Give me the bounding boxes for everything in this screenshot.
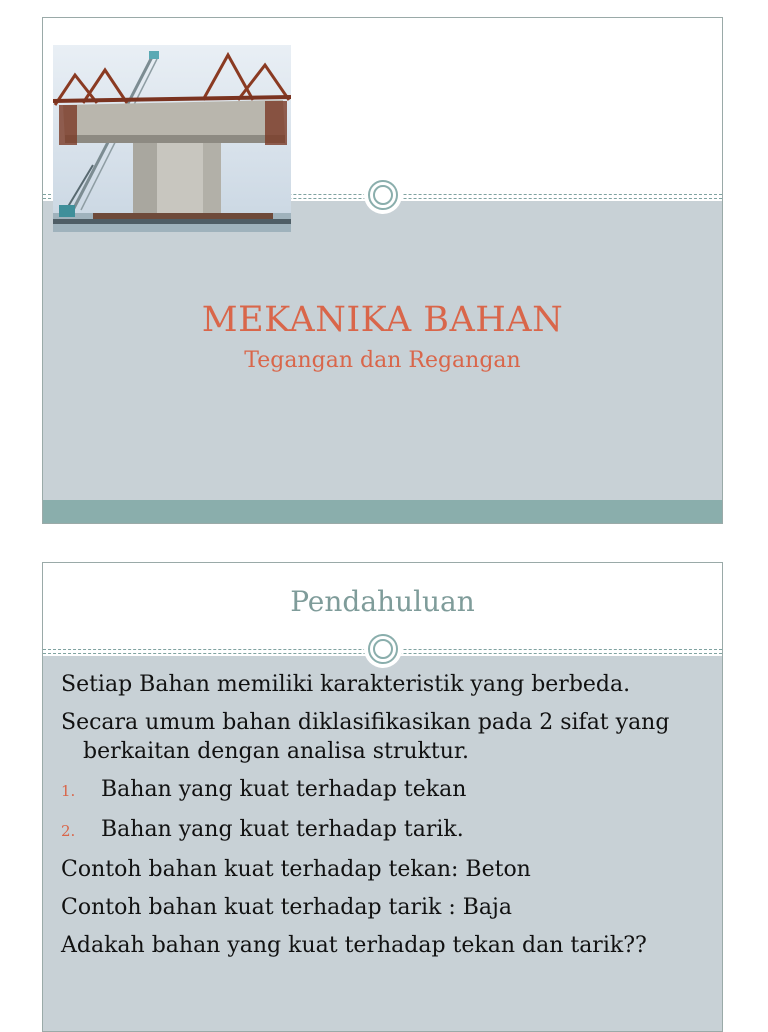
- list-item: [61, 775, 711, 806]
- list-item: [61, 815, 711, 846]
- slide-footer-band: [43, 500, 722, 524]
- list-number: 1.: [61, 782, 76, 800]
- page-subtitle: Tegangan dan Regangan: [244, 348, 521, 373]
- body-paragraph: Contoh bahan kuat terhadap tarik : Baja: [61, 895, 512, 920]
- slide-content: [61, 670, 711, 969]
- divider-ring-icon: [368, 180, 398, 210]
- title-slide: [42, 17, 723, 524]
- list-text: Bahan yang kuat terhadap tarik.: [101, 817, 464, 842]
- body-paragraph: Secara umum bahan diklasifikasikan pada 2 sifat yang berkaitan dengan analisa struktur.: [61, 710, 670, 764]
- slide-heading: Pendahuluan: [290, 585, 475, 618]
- divider-ring-icon: [368, 634, 398, 664]
- page-title: MEKANIKA BAHAN: [201, 300, 564, 340]
- list-number: 2.: [61, 822, 76, 840]
- body-paragraph: Adakah bahan yang kuat terhadap tekan dan tarik??: [61, 933, 647, 958]
- body-paragraph: Setiap Bahan memiliki karakteristik yang berbeda.: [61, 672, 631, 697]
- bridge-construction-photo: [53, 45, 291, 232]
- list-text: Bahan yang kuat terhadap tekan: [101, 777, 467, 802]
- body-paragraph: Contoh bahan kuat terhadap tekan: Beton: [61, 857, 531, 882]
- content-slide: [42, 562, 723, 1032]
